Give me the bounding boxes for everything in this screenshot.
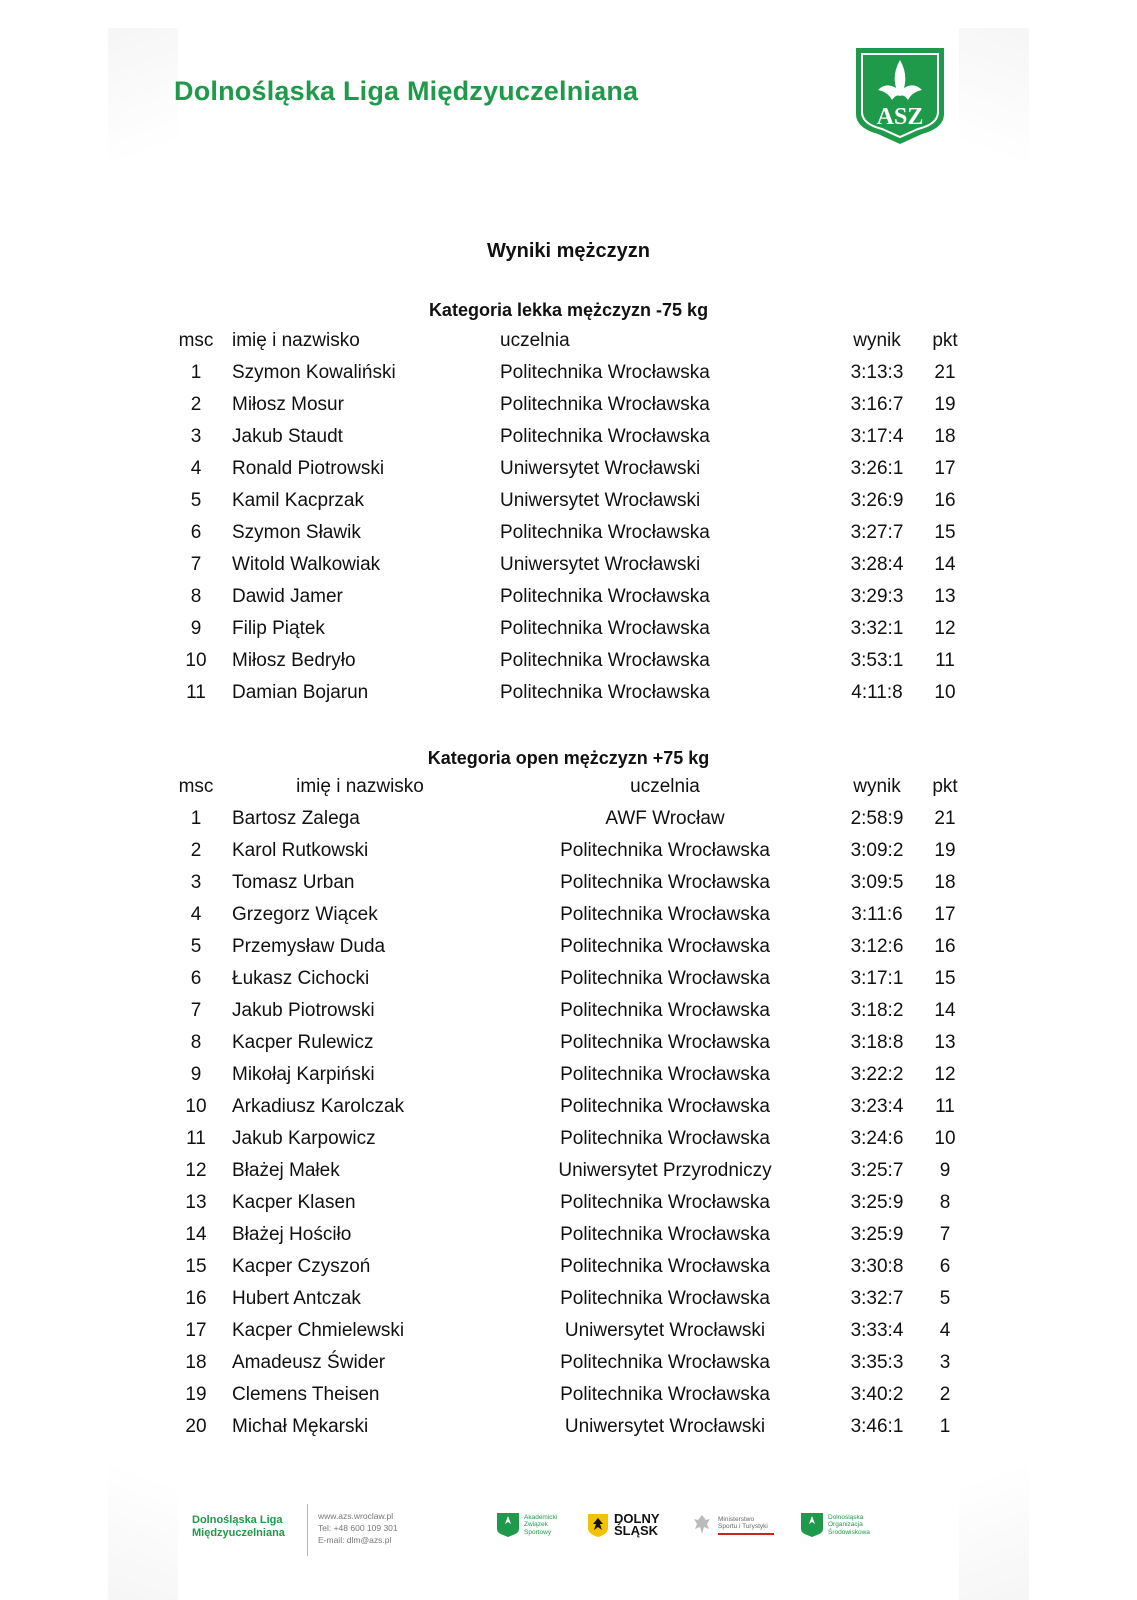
cell-result: 3:46:1 bbox=[850, 1416, 904, 1437]
cell-msc: 16 bbox=[185, 1288, 207, 1309]
azs-logo-icon bbox=[852, 44, 948, 148]
table-row bbox=[0, 394, 1137, 426]
footer-contact bbox=[318, 1510, 398, 1546]
cell-msc: 5 bbox=[190, 936, 202, 957]
cell-uni: Uniwersytet Wrocławski bbox=[564, 1416, 766, 1437]
cell-name: Michał Mękarski bbox=[232, 1416, 369, 1437]
cell-name: Kacper Czyszoń bbox=[232, 1256, 371, 1277]
cell-result: 3:11:6 bbox=[851, 904, 903, 925]
cell-result: 3:30:8 bbox=[850, 1256, 904, 1277]
header-msc: msc bbox=[178, 330, 214, 351]
cell-msc: 1 bbox=[190, 362, 202, 383]
cell-uni: Politechnika Wrocławska bbox=[560, 968, 770, 989]
table-row bbox=[0, 968, 1137, 1000]
header-points: pkt bbox=[932, 330, 958, 351]
decorative-corner bbox=[959, 28, 1029, 178]
cell-result: 2:58:9 bbox=[850, 808, 904, 829]
table-row bbox=[0, 1320, 1137, 1352]
cell-points: 19 bbox=[934, 394, 956, 415]
table-row bbox=[0, 426, 1137, 458]
cell-name: Tomasz Urban bbox=[232, 872, 355, 893]
table-row bbox=[0, 1352, 1137, 1384]
decorative-corner bbox=[108, 28, 178, 178]
cell-uni: Politechnika Wrocławska bbox=[560, 1000, 770, 1021]
cell-msc: 6 bbox=[190, 968, 202, 989]
table-row bbox=[0, 618, 1137, 650]
cell-name: Błażej Hościło bbox=[232, 1224, 352, 1245]
cell-uni: Politechnika Wrocławska bbox=[560, 1128, 770, 1149]
footer-divider bbox=[307, 1504, 308, 1556]
cell-name: Mikołaj Karpiński bbox=[232, 1064, 375, 1085]
cell-name: Kamil Kacprzak bbox=[232, 490, 364, 511]
cell-points: 18 bbox=[934, 426, 956, 447]
table-row bbox=[0, 1032, 1137, 1064]
cell-result: 3:26:1 bbox=[850, 458, 904, 479]
cell-msc: 10 bbox=[185, 1096, 207, 1117]
cell-uni: Uniwersytet Wrocławski bbox=[500, 490, 701, 511]
header-name: imię i nazwisko bbox=[296, 776, 424, 797]
cell-points: 11 bbox=[935, 1096, 955, 1117]
cell-name: Clemens Theisen bbox=[232, 1384, 380, 1405]
cell-msc: 2 bbox=[190, 840, 202, 861]
cell-result: 3:17:4 bbox=[850, 426, 904, 447]
cell-name: Przemysław Duda bbox=[232, 936, 386, 957]
cell-uni: Politechnika Wrocławska bbox=[560, 1192, 770, 1213]
table-row bbox=[0, 1160, 1137, 1192]
cell-result: 3:25:9 bbox=[850, 1192, 904, 1213]
cell-msc: 6 bbox=[190, 522, 202, 543]
cell-uni: Politechnika Wrocławska bbox=[560, 1352, 770, 1373]
cell-result: 3:12:6 bbox=[850, 936, 904, 957]
cell-name: Damian Bojarun bbox=[232, 682, 369, 703]
cell-name: Bartosz Zalega bbox=[232, 808, 360, 829]
cell-points: 4 bbox=[939, 1320, 951, 1341]
cell-msc: 10 bbox=[185, 650, 207, 671]
cell-result: 3:32:1 bbox=[850, 618, 904, 639]
cell-points: 15 bbox=[934, 522, 956, 543]
cell-points: 17 bbox=[934, 458, 956, 479]
cell-msc: 4 bbox=[190, 458, 202, 479]
cell-name: Witold Walkowiak bbox=[232, 554, 381, 575]
cell-points: 11 bbox=[935, 650, 955, 671]
cell-uni: Politechnika Wrocławska bbox=[560, 936, 770, 957]
cell-points: 12 bbox=[934, 1064, 956, 1085]
footer-phone: Tel: +48 600 109 301 bbox=[318, 1523, 398, 1533]
cell-uni: Politechnika Wrocławska bbox=[500, 394, 710, 415]
footer-website[interactable]: www.azs.wroclaw.pl bbox=[318, 1511, 394, 1521]
cell-name: Jakub Karpowicz bbox=[232, 1128, 376, 1149]
cell-result: 3:23:4 bbox=[850, 1096, 904, 1117]
table-row bbox=[0, 1096, 1137, 1128]
table-row bbox=[0, 1064, 1137, 1096]
cell-result: 3:17:1 bbox=[850, 968, 904, 989]
cell-uni: Politechnika Wrocławska bbox=[560, 1384, 770, 1405]
header-name: imię i nazwisko bbox=[232, 330, 360, 351]
table-header bbox=[0, 330, 1137, 362]
cell-msc: 7 bbox=[190, 1000, 202, 1021]
cell-result: 3:18:8 bbox=[850, 1032, 904, 1053]
cell-result: 3:13:3 bbox=[850, 362, 904, 383]
header-result: wynik bbox=[853, 330, 901, 351]
polish-eagle-icon bbox=[690, 1512, 714, 1538]
page-title: Wyniki mężczyzn bbox=[486, 240, 651, 262]
table-row bbox=[0, 1128, 1137, 1160]
cell-result: 3:09:5 bbox=[850, 872, 904, 893]
cell-points: 18 bbox=[934, 872, 956, 893]
footer bbox=[0, 1500, 1137, 1560]
cell-result: 3:40:2 bbox=[850, 1384, 904, 1405]
header-uni: uczelnia bbox=[500, 330, 570, 351]
cell-msc: 3 bbox=[190, 872, 202, 893]
cell-name: Szymon Kowaliński bbox=[232, 362, 396, 383]
cell-uni: Politechnika Wrocławska bbox=[500, 522, 710, 543]
header-result: wynik bbox=[853, 776, 901, 797]
cell-name: Kacper Klasen bbox=[232, 1192, 356, 1213]
table-row bbox=[0, 1000, 1137, 1032]
cell-result: 3:29:3 bbox=[850, 586, 904, 607]
table-row bbox=[0, 682, 1137, 714]
cell-result: 3:32:7 bbox=[850, 1288, 904, 1309]
cell-msc: 11 bbox=[186, 682, 206, 703]
cell-name: Grzegorz Wiącek bbox=[232, 904, 378, 925]
cell-points: 21 bbox=[934, 362, 956, 383]
cell-uni: Uniwersytet Przyrodniczy bbox=[558, 1160, 772, 1181]
cell-points: 17 bbox=[934, 904, 956, 925]
cell-points: 9 bbox=[939, 1160, 951, 1181]
cell-msc: 7 bbox=[190, 554, 202, 575]
organization-logo: Dolnośląska Organizacja Środowiskowa bbox=[800, 1512, 870, 1538]
cell-msc: 13 bbox=[185, 1192, 207, 1213]
table-row bbox=[0, 1224, 1137, 1256]
header-msc: msc bbox=[178, 776, 214, 797]
footer-email[interactable]: E-mail: dlm@azs.pl bbox=[318, 1535, 392, 1545]
cell-name: Ronald Piotrowski bbox=[232, 458, 385, 479]
cell-msc: 15 bbox=[185, 1256, 207, 1277]
cell-points: 19 bbox=[934, 840, 956, 861]
cell-msc: 5 bbox=[190, 490, 202, 511]
cell-msc: 8 bbox=[190, 1032, 202, 1053]
cell-msc: 1 bbox=[190, 808, 202, 829]
eagle-crest-icon bbox=[586, 1512, 610, 1538]
cell-points: 3 bbox=[939, 1352, 951, 1373]
cell-name: Kacper Chmielewski bbox=[232, 1320, 405, 1341]
cell-uni: Politechnika Wrocławska bbox=[560, 1064, 770, 1085]
cell-uni: Uniwersytet Wrocławski bbox=[500, 458, 701, 479]
cell-points: 13 bbox=[934, 1032, 956, 1053]
cell-msc: 17 bbox=[185, 1320, 207, 1341]
cell-result: 3:25:9 bbox=[850, 1224, 904, 1245]
cell-name: Filip Piątek bbox=[232, 618, 325, 639]
cell-result: 3:28:4 bbox=[850, 554, 904, 575]
table-header bbox=[0, 776, 1137, 808]
cell-result: 3:09:2 bbox=[850, 840, 904, 861]
cell-name: Łukasz Cichocki bbox=[232, 968, 370, 989]
cell-msc: 9 bbox=[190, 618, 202, 639]
cell-points: 2 bbox=[939, 1384, 951, 1405]
cell-result: 3:22:2 bbox=[850, 1064, 904, 1085]
cell-name: Karol Rutkowski bbox=[232, 840, 369, 861]
cell-msc: 18 bbox=[185, 1352, 207, 1373]
cell-result: 3:25:7 bbox=[850, 1160, 904, 1181]
cell-uni: AWF Wrocław bbox=[605, 808, 725, 829]
cell-name: Amadeusz Świder bbox=[232, 1352, 386, 1373]
cell-points: 21 bbox=[934, 808, 956, 829]
table-row bbox=[0, 1288, 1137, 1320]
cell-uni: Politechnika Wrocławska bbox=[500, 426, 710, 447]
cell-msc: 20 bbox=[185, 1416, 207, 1437]
table-row bbox=[0, 1192, 1137, 1224]
category-title: Kategoria open mężczyzn +75 kg bbox=[427, 748, 710, 768]
cell-result: 3:16:7 bbox=[850, 394, 904, 415]
cell-uni: Politechnika Wrocławska bbox=[560, 1288, 770, 1309]
table-row bbox=[0, 1256, 1137, 1288]
cell-name: Szymon Sławik bbox=[232, 522, 361, 543]
cell-name: Jakub Piotrowski bbox=[232, 1000, 375, 1021]
cell-name: Jakub Staudt bbox=[232, 426, 343, 447]
cell-uni: Politechnika Wrocławska bbox=[560, 840, 770, 861]
cell-points: 10 bbox=[934, 1128, 956, 1149]
cell-msc: 11 bbox=[186, 1128, 206, 1149]
table-row bbox=[0, 936, 1137, 968]
cell-points: 14 bbox=[934, 1000, 956, 1021]
cell-points: 6 bbox=[939, 1256, 951, 1277]
cell-name: Miłosz Mosur bbox=[232, 394, 344, 415]
cell-uni: Politechnika Wrocławska bbox=[560, 1256, 770, 1277]
cell-uni: Politechnika Wrocławska bbox=[500, 650, 710, 671]
cell-uni: Politechnika Wrocławska bbox=[500, 362, 710, 383]
cell-uni: Politechnika Wrocławska bbox=[560, 1224, 770, 1245]
cell-uni: Politechnika Wrocławska bbox=[500, 586, 710, 607]
cell-result: 4:11:8 bbox=[851, 682, 903, 703]
cell-uni: Politechnika Wrocławska bbox=[560, 1096, 770, 1117]
table-row bbox=[0, 808, 1137, 840]
cell-uni: Politechnika Wrocławska bbox=[500, 618, 710, 639]
cell-name: Hubert Antczak bbox=[232, 1288, 361, 1309]
header-points: pkt bbox=[932, 776, 958, 797]
ministry-logo: Ministerstwo Sportu i Turystyki bbox=[690, 1512, 774, 1538]
table-row bbox=[0, 872, 1137, 904]
cell-points: 12 bbox=[934, 618, 956, 639]
cell-msc: 4 bbox=[190, 904, 202, 925]
cell-msc: 14 bbox=[185, 1224, 207, 1245]
ministry-red-line bbox=[718, 1533, 774, 1535]
cell-uni: Politechnika Wrocławska bbox=[560, 904, 770, 925]
dolny-slask-logo: DOLNY ŚLĄSK bbox=[586, 1512, 660, 1538]
azs-shield-icon bbox=[800, 1512, 824, 1538]
cell-name: Dawid Jamer bbox=[232, 586, 343, 607]
cell-result: 3:24:6 bbox=[850, 1128, 904, 1149]
cell-name: Błażej Małek bbox=[232, 1160, 340, 1181]
cell-points: 14 bbox=[934, 554, 956, 575]
cell-name: Arkadiusz Karolczak bbox=[232, 1096, 405, 1117]
cell-name: Kacper Rulewicz bbox=[232, 1032, 374, 1053]
table-row bbox=[0, 1384, 1137, 1416]
svg-text:ASZ: ASZ bbox=[876, 104, 924, 130]
cell-points: 13 bbox=[934, 586, 956, 607]
azs-sponsor-logo: Akademicki Związek Sportowy bbox=[496, 1512, 557, 1538]
cell-result: 3:26:9 bbox=[850, 490, 904, 511]
cell-uni: Politechnika Wrocławska bbox=[500, 682, 710, 703]
cell-uni: Uniwersytet Wrocławski bbox=[500, 554, 701, 575]
table-row bbox=[0, 586, 1137, 618]
cell-msc: 3 bbox=[190, 426, 202, 447]
cell-uni: Politechnika Wrocławska bbox=[560, 872, 770, 893]
cell-points: 10 bbox=[934, 682, 956, 703]
header-uni: uczelnia bbox=[630, 776, 700, 797]
cell-msc: 2 bbox=[190, 394, 202, 415]
footer-league-name: Dolnośląska Liga Międzyuczelniana bbox=[192, 1514, 285, 1539]
table-row bbox=[0, 650, 1137, 682]
cell-result: 3:35:3 bbox=[850, 1352, 904, 1373]
cell-points: 16 bbox=[934, 490, 956, 511]
league-title: Dolnośląska Liga Międzyuczelniana bbox=[174, 76, 639, 106]
cell-points: 15 bbox=[934, 968, 956, 989]
cell-uni: Uniwersytet Wrocławski bbox=[564, 1320, 766, 1341]
table-row bbox=[0, 1416, 1137, 1448]
cell-msc: 9 bbox=[190, 1064, 202, 1085]
table-row bbox=[0, 522, 1137, 554]
cell-result: 3:27:7 bbox=[850, 522, 904, 543]
table-row bbox=[0, 458, 1137, 490]
azs-shield-icon bbox=[496, 1512, 520, 1538]
cell-msc: 8 bbox=[190, 586, 202, 607]
cell-msc: 19 bbox=[185, 1384, 207, 1405]
cell-points: 5 bbox=[939, 1288, 951, 1309]
cell-result: 3:33:4 bbox=[850, 1320, 904, 1341]
cell-name: Miłosz Bedryło bbox=[232, 650, 356, 671]
table-row bbox=[0, 490, 1137, 522]
category-title: Kategoria lekka mężczyzn -75 kg bbox=[428, 300, 709, 320]
cell-msc: 12 bbox=[185, 1160, 207, 1181]
table-row bbox=[0, 554, 1137, 586]
cell-points: 1 bbox=[939, 1416, 951, 1437]
cell-uni: Politechnika Wrocławska bbox=[560, 1032, 770, 1053]
table-row bbox=[0, 840, 1137, 872]
table-row bbox=[0, 904, 1137, 936]
cell-result: 3:53:1 bbox=[850, 650, 904, 671]
table-row bbox=[0, 362, 1137, 394]
cell-points: 7 bbox=[939, 1224, 951, 1245]
cell-points: 8 bbox=[939, 1192, 951, 1213]
cell-points: 16 bbox=[934, 936, 956, 957]
cell-result: 3:18:2 bbox=[850, 1000, 904, 1021]
